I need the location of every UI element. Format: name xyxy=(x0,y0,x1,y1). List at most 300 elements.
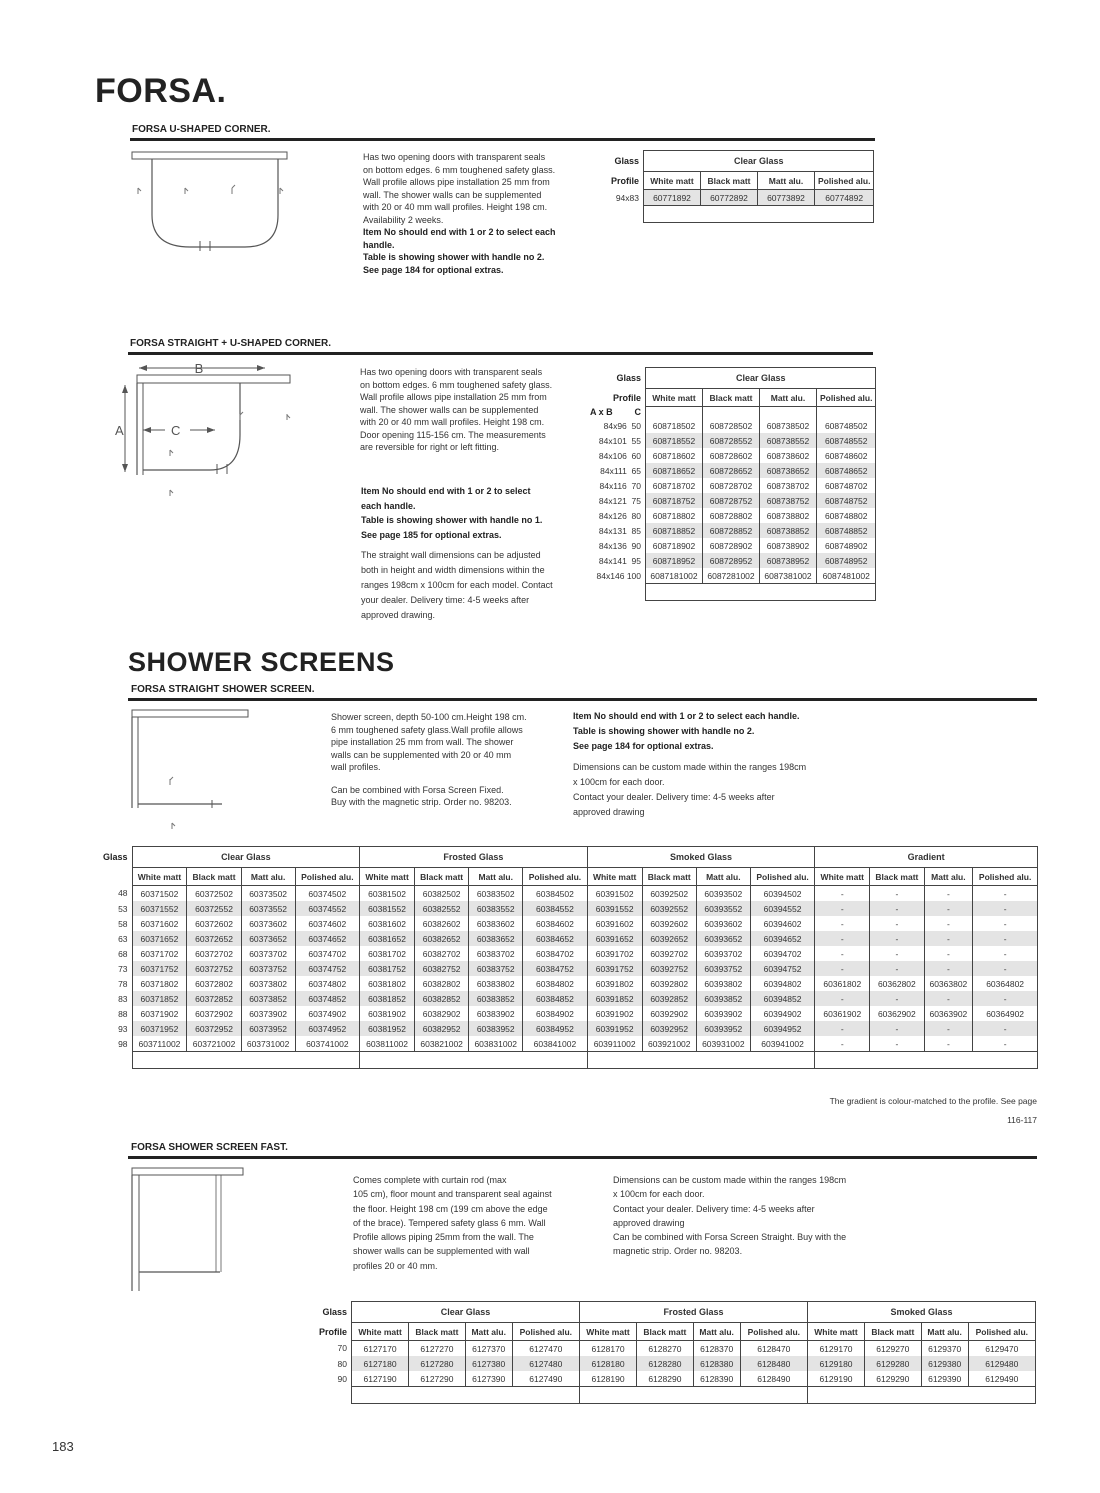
table-row: 84x111 65 608718652 608728652 608738652 608748652 xyxy=(588,463,876,478)
table-cell: 6128480 xyxy=(740,1356,807,1371)
table-cell: 60383502 xyxy=(469,886,523,902)
table-cell: 60371652 xyxy=(132,931,187,946)
table-cell: - xyxy=(973,946,1038,961)
column-header: Polished alu. xyxy=(523,868,588,886)
row-size: 73 xyxy=(118,963,128,974)
table-row: 94x83 60771892 60772892 60773892 60774892 xyxy=(606,190,874,206)
table-cell: 60391702 xyxy=(587,946,642,961)
table-cell: 60372752 xyxy=(187,961,241,976)
table-cell: 60393952 xyxy=(696,1021,750,1036)
table-cell: 60363902 xyxy=(924,1006,973,1021)
table-cell: 6129270 xyxy=(865,1341,922,1357)
straight-screen-diagram xyxy=(130,708,255,833)
table-cell: 60382652 xyxy=(414,931,468,946)
column-header: Black matt xyxy=(865,1323,922,1341)
table-cell: 6128180 xyxy=(579,1356,636,1371)
table-cell: 60394702 xyxy=(750,946,815,961)
table-cell: 60371852 xyxy=(132,991,187,1006)
table-row: 84x96 50 608718502 608728502 608738502 608748502 xyxy=(588,418,876,433)
table-cell: 60394802 xyxy=(750,976,815,991)
section-title-straight-u: FORSA STRAIGHT + U-SHAPED CORNER. xyxy=(130,338,332,349)
column-header: Polished alu. xyxy=(295,868,360,886)
table-cell: - xyxy=(870,886,924,902)
table-row xyxy=(310,1356,1036,1371)
section-rule xyxy=(128,698,1037,701)
table-cell: 60384952 xyxy=(523,1021,588,1036)
table-cell: 60384602 xyxy=(523,916,588,931)
column-header: Matt alu. xyxy=(924,868,973,886)
table-cell: 6127280 xyxy=(409,1356,466,1371)
table-cell: 60391802 xyxy=(587,976,642,991)
u-shaped-table: Glass Clear Glass Profile White matt Black matt Matt alu. Polished alu. 94x83 60771892 60772892 60773892 60774892 xyxy=(606,150,874,223)
table-cell: 60391602 xyxy=(587,916,642,931)
row-size: 90 xyxy=(337,1373,347,1384)
column-header: Matt alu. xyxy=(465,1323,512,1341)
table-cell: 60381852 xyxy=(360,991,415,1006)
table-cell: 60393902 xyxy=(696,1006,750,1021)
table-cell: - xyxy=(924,991,973,1006)
table-cell: 6127470 xyxy=(512,1341,579,1357)
table-cell: 60384702 xyxy=(523,946,588,961)
table-cell: 60384802 xyxy=(523,976,588,991)
table-cell: - xyxy=(870,931,924,946)
table-cell: 6128170 xyxy=(579,1341,636,1357)
table-cell: 60392802 xyxy=(642,976,696,991)
dimension-label-a: A xyxy=(115,423,124,438)
table-cell: 60392652 xyxy=(642,931,696,946)
table-cell: 60371902 xyxy=(132,1006,187,1021)
table-cell: 60393552 xyxy=(696,901,750,916)
column-header: White matt xyxy=(587,868,642,886)
group-header: Frosted Glass xyxy=(360,847,588,868)
table-row xyxy=(100,1036,1038,1052)
table-cell: 60372502 xyxy=(187,886,241,902)
table-row xyxy=(100,946,1038,961)
table-cell: 6127180 xyxy=(352,1356,409,1371)
table-cell: 6128280 xyxy=(637,1356,694,1371)
table-cell: - xyxy=(924,901,973,916)
table-cell: 60373802 xyxy=(241,976,295,991)
table-cell: 60394602 xyxy=(750,916,815,931)
table-cell: 60373502 xyxy=(241,886,295,902)
row-size: 58 xyxy=(118,918,128,929)
table-cell: 60362902 xyxy=(870,1006,924,1021)
table-row xyxy=(100,961,1038,976)
table-cell: 60391502 xyxy=(587,886,642,902)
table-row xyxy=(310,1371,1036,1387)
table-cell: 60394852 xyxy=(750,991,815,1006)
table-cell: 60374602 xyxy=(295,916,360,931)
table-cell: 60373852 xyxy=(241,991,295,1006)
table-cell: 60392552 xyxy=(642,901,696,916)
group-header: Clear Glass xyxy=(132,847,360,868)
table-cell: - xyxy=(870,1036,924,1052)
table-cell: 6127370 xyxy=(465,1341,512,1357)
table-cell: 60371952 xyxy=(132,1021,187,1036)
column-header: White matt xyxy=(132,868,187,886)
table-cell: 603931002 xyxy=(696,1036,750,1052)
table-cell: 6128370 xyxy=(693,1341,740,1357)
table-cell: 60371602 xyxy=(132,916,187,931)
table-cell: 60393702 xyxy=(696,946,750,961)
straight-screen-table: Glass Clear Glass Frosted Glass Smoked Glass Gradient White matt Black matt Matt alu. Polished alu. White matt Black matt Matt alu. Polished alu. White matt Black matt Matt alu. Polished alu. White matt Black matt Matt alu. Polished alu. 48 60371502 60372502 60373502 60374502 60381502 60382502 60383502 60384502 60391502 60392502 60393502 60394502 - - - - 53 60371552 60372552 60373552 60374552 60381552 60382552 60383552 60384552 60391552 60392552 60393552 60394552 - - - - 58 60371602 60372602 60373602 60374602 60381602 60382602 60383602 60384602 60391602 60392602 60393602 60394602 - - - - 63 60371652 60372652 60373652 60374652 60381652 60382652 60383652 60384652 60391652 60392652 60393652 60394652 - - - - 68 60371702 60372702 60373702 60374702 60381702 60382702 60383702 60384702 60391702 60392702 60393702 60394702 - - - - 73 60371752 60372752 60373752 60374752 60381752 60382752 60383752 60384752 60391752 60392752 60393752 60394752 - - - - 78 60371802 60372802 60373802 60374802 60381802 60382802 60383802 60384802 60391802 60392802 60393802 60394802 60361802 60362802 60363802 60364802 83 60371852 60372852 60373852 60374852 60381852 60382852 60383852 60384852 60391852 60392852 60393852 60394852 - - - - 88 60371902 60372902 60373902 60374902 60381902 60382902 60383902 60384902 60391902 60392902 60393902 60394902 60361902 60362902 60363902 60364902 93 60371952 60372952 60373952 60374952 60381952 60382952 60383952 60384952 60391952 60392952 60393952 60394952 - - - - 98 603711002 603721002 603731002 603741002 603811002 603821002 603831002 603841002 603911002 603921002 603931002 603941002 - - - - xyxy=(100,846,1038,1069)
table-cell: 6129380 xyxy=(921,1356,968,1371)
row-size: 53 xyxy=(118,903,128,914)
column-header: Black matt xyxy=(187,868,241,886)
table-cell: - xyxy=(924,961,973,976)
table-cell: - xyxy=(815,1036,870,1052)
column-header: Polished alu. xyxy=(968,1323,1035,1341)
straight-u-description: Has two opening doors with transparent seals on bottom edges. 6 mm toughened safety glass. Wall profile allows pipe installation 25 mm from wall. The shower walls can be supplemented with 20 or 40 mm wall profiles. Height 198 cm. Door opening 115-156 cm. The measurements are reversible for right or left fitting. xyxy=(360,367,553,452)
table-cell: - xyxy=(973,1036,1038,1052)
table-cell: 60392602 xyxy=(642,916,696,931)
table-cell: 60382952 xyxy=(414,1021,468,1036)
table-cell: 6127290 xyxy=(409,1371,466,1387)
table-cell: 60372852 xyxy=(187,991,241,1006)
table-cell: - xyxy=(870,1021,924,1036)
table-cell: 60382752 xyxy=(414,961,468,976)
table-cell: 60383902 xyxy=(469,1006,523,1021)
table-cell: 60361902 xyxy=(815,1006,870,1021)
table-cell: 603711002 xyxy=(132,1036,187,1052)
column-header: Matt alu. xyxy=(696,868,750,886)
table-cell: - xyxy=(815,946,870,961)
section-rule xyxy=(128,352,873,355)
section-heading-shower-screens: SHOWER SCREENS xyxy=(128,647,395,677)
table-cell: 60372952 xyxy=(187,1021,241,1036)
column-header: Matt alu. xyxy=(921,1323,968,1341)
table-row xyxy=(100,976,1038,991)
table-cell: - xyxy=(870,916,924,931)
table-cell: 60374852 xyxy=(295,991,360,1006)
table-cell: 60381702 xyxy=(360,946,415,961)
table-cell: 60374702 xyxy=(295,946,360,961)
section-title-u-shaped: FORSA U-SHAPED CORNER. xyxy=(132,124,271,135)
table-cell: 60394652 xyxy=(750,931,815,946)
table-cell: - xyxy=(815,991,870,1006)
straight-screen-notes: Item No should end with 1 or 2 to select each handle. Table is showing shower with handle no 2. See page 184 for optional extras. Dimensions can be custom made within the ranges 198cm x 100cm for each door. Contact your dealer. Delivery time: 4-5 weeks after approved drawing xyxy=(573,711,807,817)
table-cell: 60393852 xyxy=(696,991,750,1006)
table-cell: 60391852 xyxy=(587,991,642,1006)
table-cell: 60371752 xyxy=(132,961,187,976)
table-cell: 60392702 xyxy=(642,946,696,961)
row-size: 98 xyxy=(118,1038,128,1049)
table-cell: 60374802 xyxy=(295,976,360,991)
u-shaped-description: Has two opening doors with transparent seals on bottom edges. 6 mm toughened safety glass. Wall profile allows pipe installation 25 mm from wall. The shower walls can be supplemented with 20 or 40 mm wall profiles. Height 198 cm. Availability 2 weeks. Item No should end with 1 or 2 to select each handle. Table is showing shower with handle no 2. See page 184 for optional extras. xyxy=(363,152,556,275)
column-header: Black matt xyxy=(870,868,924,886)
table-cell: 60374952 xyxy=(295,1021,360,1036)
table-cell: 60372652 xyxy=(187,931,241,946)
table-row xyxy=(100,916,1038,931)
screen-fast-table: Glass Clear Glass Frosted Glass Smoked Glass Profile White matt Black matt Matt alu. Polished alu. White matt Black matt Matt alu. Polished alu. White matt Black matt Matt alu. Polished alu. 70 6127170 6127270 6127370 6127470 6128170 6128270 6128370 6128470 6129170 6129270 6129370 6129470 80 6127180 6127280 6127380 6127480 6128180 6128280 6128380 6128480 6129180 6129280 6129380 6129480 90 6127190 6127290 6127390 6127490 6128190 6128290 6128390 6128490 6129190 6129290 6129390 6129490 xyxy=(310,1301,1036,1404)
table-cell: 6127170 xyxy=(352,1341,409,1357)
table-row xyxy=(310,1341,1036,1357)
table-cell: 60381752 xyxy=(360,961,415,976)
table-cell: 60393802 xyxy=(696,976,750,991)
u-shaped-diagram xyxy=(130,150,300,255)
table-cell: 60384752 xyxy=(523,961,588,976)
table-cell: 60393502 xyxy=(696,886,750,902)
table-cell: 60383702 xyxy=(469,946,523,961)
table-cell: 60373702 xyxy=(241,946,295,961)
section-rule xyxy=(130,138,875,141)
gradient-note: The gradient is colour-matched to the profile. See page 116-117 xyxy=(829,1096,1037,1125)
table-cell: 60383752 xyxy=(469,961,523,976)
table-cell: 6127380 xyxy=(465,1356,512,1371)
row-size: 68 xyxy=(118,948,128,959)
table-cell: 60382502 xyxy=(414,886,468,902)
column-header: Black matt xyxy=(409,1323,466,1341)
table-cell: 60382902 xyxy=(414,1006,468,1021)
table-row: 84x101 55 608718552 608728552 608738552 608748552 xyxy=(588,433,876,448)
table-cell: 60393752 xyxy=(696,961,750,976)
table-cell: 6129190 xyxy=(807,1371,864,1387)
table-cell: 60394552 xyxy=(750,901,815,916)
column-header: Matt alu. xyxy=(469,868,523,886)
table-cell: 60383852 xyxy=(469,991,523,1006)
straight-u-table: Glass Clear Glass Profile White matt Black matt Matt alu. Polished alu. A x B C 84x96 50 608718502 608728502 608738502 608748502 84x101 55 608718552 608728552 608738552 608748552 84x106 60 608718602 608728602 608738602 608748602 84x111 65 608718652 608728652 608738652 608748652 84x116 70 608718702 608728702 608738702 608748702 84x121 75 608718752 608728752 608738752 608748752 84x126 80 608718802 608728802 608738802 608748802 84x131 85 608718852 608728852 608738852 608748852 84x136 90 608718902 608728902 608738902 608748902 84x141 95 608718952 608728952 608738952 608748952 84x146 100 6087181002 6087281002 6087381002 6087481002 xyxy=(588,367,876,601)
table-cell: 60373902 xyxy=(241,1006,295,1021)
table-cell: 60392952 xyxy=(642,1021,696,1036)
dimension-label-b: B xyxy=(194,361,204,376)
table-cell: 603941002 xyxy=(750,1036,815,1052)
table-cell: 60373602 xyxy=(241,916,295,931)
table-cell: 603831002 xyxy=(469,1036,523,1052)
group-header: Clear Glass xyxy=(646,368,876,389)
table-cell: 60373652 xyxy=(241,931,295,946)
table-cell: - xyxy=(973,901,1038,916)
table-cell: 60374502 xyxy=(295,886,360,902)
table-cell: 60383602 xyxy=(469,916,523,931)
column-header: Polished alu. xyxy=(512,1323,579,1341)
table-cell: - xyxy=(870,946,924,961)
section-title-straight-screen: FORSA STRAIGHT SHOWER SCREEN. xyxy=(131,684,315,695)
table-cell: 6129390 xyxy=(921,1371,968,1387)
group-header: Clear Glass xyxy=(352,1302,580,1323)
table-cell: 60372902 xyxy=(187,1006,241,1021)
column-header: White matt xyxy=(360,868,415,886)
table-cell: 60391952 xyxy=(587,1021,642,1036)
table-cell: 6128490 xyxy=(740,1371,807,1387)
table-cell: 60392852 xyxy=(642,991,696,1006)
table-cell: 60374902 xyxy=(295,1006,360,1021)
table-cell: 6129280 xyxy=(865,1356,922,1371)
table-cell: - xyxy=(815,886,870,902)
table-cell: 60392752 xyxy=(642,961,696,976)
straight-u-description-2: The straight wall dimensions can be adjusted both in height and width dimensions within the ranges 198cm x 100cm for each model. Contact your dealer. Delivery time: 4-5 weeks after approved drawing. xyxy=(361,550,553,620)
column-header: White matt xyxy=(807,1323,864,1341)
table-cell: 60394902 xyxy=(750,1006,815,1021)
screen-fast-diagram xyxy=(130,1166,250,1296)
table-cell: 60372802 xyxy=(187,976,241,991)
column-header: Black matt xyxy=(642,868,696,886)
table-cell: 60394752 xyxy=(750,961,815,976)
column-header: Polished alu. xyxy=(750,868,815,886)
table-row xyxy=(100,931,1038,946)
table-cell: 6129490 xyxy=(968,1371,1035,1387)
table-cell: 60383952 xyxy=(469,1021,523,1036)
column-header: Polished alu. xyxy=(973,868,1038,886)
table-cell: 60393652 xyxy=(696,931,750,946)
table-cell: - xyxy=(924,931,973,946)
table-cell: 603841002 xyxy=(523,1036,588,1052)
table-cell: 60383802 xyxy=(469,976,523,991)
group-header: Gradient xyxy=(815,847,1038,868)
table-cell: 6129180 xyxy=(807,1356,864,1371)
column-header: White matt xyxy=(815,868,870,886)
table-cell: 60364802 xyxy=(973,976,1038,991)
row-size: 83 xyxy=(118,993,128,1004)
table-cell: 60382602 xyxy=(414,916,468,931)
table-cell: - xyxy=(973,931,1038,946)
straight-u-bold-note: Item No should end with 1 or 2 to select each handle. Table is showing shower with handle no 1. See page 185 for optional extras. xyxy=(361,486,543,540)
table-cell: - xyxy=(973,961,1038,976)
table-cell: 603921002 xyxy=(642,1036,696,1052)
column-header: White matt xyxy=(352,1323,409,1341)
table-cell: 6129480 xyxy=(968,1356,1035,1371)
table-cell: 60381952 xyxy=(360,1021,415,1036)
table-cell: 6129370 xyxy=(921,1341,968,1357)
table-cell: - xyxy=(924,1021,973,1036)
table-cell: 60363802 xyxy=(924,976,973,991)
table-cell: 60391652 xyxy=(587,931,642,946)
column-header: Polished alu. xyxy=(740,1323,807,1341)
dimension-label-c: C xyxy=(171,423,181,438)
table-cell: 6129470 xyxy=(968,1341,1035,1357)
table-cell: 60361802 xyxy=(815,976,870,991)
table-cell: 60362802 xyxy=(870,976,924,991)
table-cell: 60382852 xyxy=(414,991,468,1006)
table-cell: 60364902 xyxy=(973,1006,1038,1021)
table-cell: 60392502 xyxy=(642,886,696,902)
table-cell: 6128270 xyxy=(637,1341,694,1357)
group-header: Clear Glass xyxy=(644,151,874,172)
section-title-screen-fast: FORSA SHOWER SCREEN FAST. xyxy=(131,1142,288,1153)
group-header: Frosted Glass xyxy=(579,1302,807,1323)
page-title: FORSA. xyxy=(95,72,227,110)
table-row: 84x126 80 608718802 608728802 608738802 608748802 xyxy=(588,508,876,523)
table-cell: - xyxy=(815,916,870,931)
table-cell: 603811002 xyxy=(360,1036,415,1052)
row-size: 88 xyxy=(118,1008,128,1019)
table-cell: 60371502 xyxy=(132,886,187,902)
table-cell: 6127190 xyxy=(352,1371,409,1387)
table-row: 84x136 90 608718902 608728902 608738902 608748902 xyxy=(588,538,876,553)
table-cell: 60384552 xyxy=(523,901,588,916)
table-cell: - xyxy=(973,991,1038,1006)
table-cell: 60384502 xyxy=(523,886,588,902)
straight-screen-description: Shower screen, depth 50-100 cm.Height 198 cm. 6 mm toughened safety glass.Wall profile allows pipe installation 25 mm from wall. The shower walls can be supplemented with 20 or 40 mm wall profiles. Can be combined with Forsa Screen Fixed. Buy with the magnetic strip. Order no. 98203. xyxy=(331,712,527,807)
table-cell: 60394502 xyxy=(750,886,815,902)
column-header: Black matt xyxy=(414,868,468,886)
table-cell: - xyxy=(924,886,973,902)
column-header: Matt alu. xyxy=(241,868,295,886)
table-cell: 60372602 xyxy=(187,916,241,931)
row-size: 80 xyxy=(337,1358,347,1369)
table-cell: 60392902 xyxy=(642,1006,696,1021)
table-cell: 60381902 xyxy=(360,1006,415,1021)
table-cell: 60381502 xyxy=(360,886,415,902)
table-row: 84x121 75 608718752 608728752 608738752 608748752 xyxy=(588,493,876,508)
row-size: 70 xyxy=(337,1343,347,1354)
table-row: 84x116 70 608718702 608728702 608738702 608748702 xyxy=(588,478,876,493)
table-cell: - xyxy=(815,931,870,946)
table-cell: 60383652 xyxy=(469,931,523,946)
table-cell: 60383552 xyxy=(469,901,523,916)
table-cell: 60371552 xyxy=(132,901,187,916)
table-cell: 6128380 xyxy=(693,1356,740,1371)
table-cell: 603911002 xyxy=(587,1036,642,1052)
screen-fast-description: Comes complete with curtain rod (max 105 cm), floor mount and transparent seal against the floor. Height 198 cm (199 cm above the edge of the brace). Tempered safety glass 6 mm. Wall Profile allows piping 25mm from the wall. The shower walls can be supplemented with wall profiles 20 or 40 mm. xyxy=(353,1175,552,1271)
table-cell: 6127270 xyxy=(409,1341,466,1357)
table-cell: - xyxy=(924,946,973,961)
table-row xyxy=(100,1021,1038,1036)
column-header: Matt alu. xyxy=(693,1323,740,1341)
table-cell: 60372702 xyxy=(187,946,241,961)
table-row xyxy=(100,991,1038,1006)
table-cell: 60391902 xyxy=(587,1006,642,1021)
table-cell: 60374652 xyxy=(295,931,360,946)
table-cell: 6129290 xyxy=(865,1371,922,1387)
table-cell: 6128190 xyxy=(579,1371,636,1387)
table-cell: 603741002 xyxy=(295,1036,360,1052)
table-cell: - xyxy=(815,901,870,916)
table-cell: 60373952 xyxy=(241,1021,295,1036)
screen-fast-notes: Dimensions can be custom made within the ranges 198cm x 100cm for each door. Contact your dealer. Delivery time: 4-5 weeks after approved drawing Can be combined with Forsa Screen Straight. Buy with the magnetic strip. Order no. 98203. xyxy=(613,1175,847,1257)
table-cell: 60381652 xyxy=(360,931,415,946)
table-cell: 60384902 xyxy=(523,1006,588,1021)
straight-u-diagram xyxy=(115,360,300,505)
group-header: Smoked Glass xyxy=(587,847,815,868)
table-row xyxy=(100,901,1038,916)
table-cell: 60382802 xyxy=(414,976,468,991)
table-cell: - xyxy=(870,991,924,1006)
table-cell: 60384652 xyxy=(523,931,588,946)
table-cell: 6127480 xyxy=(512,1356,579,1371)
table-cell: 603821002 xyxy=(414,1036,468,1052)
table-cell: - xyxy=(815,1021,870,1036)
table-cell: - xyxy=(924,1036,973,1052)
table-cell: 60372552 xyxy=(187,901,241,916)
table-cell: 6127390 xyxy=(465,1371,512,1387)
table-cell: 60371802 xyxy=(132,976,187,991)
table-row: 84x131 85 608718852 608728852 608738852 608748852 xyxy=(588,523,876,538)
table-cell: - xyxy=(973,886,1038,902)
table-cell: - xyxy=(973,1021,1038,1036)
table-cell: 60394952 xyxy=(750,1021,815,1036)
table-cell: 603731002 xyxy=(241,1036,295,1052)
table-row xyxy=(100,886,1038,902)
table-cell: 603721002 xyxy=(187,1036,241,1052)
table-row: 84x146 100 6087181002 6087281002 6087381002 6087481002 xyxy=(588,568,876,584)
group-header: Smoked Glass xyxy=(807,1302,1035,1323)
table-cell: 60384852 xyxy=(523,991,588,1006)
table-cell: 60391752 xyxy=(587,961,642,976)
row-size: 78 xyxy=(118,978,128,989)
row-size: 63 xyxy=(118,933,128,944)
page-number: 183 xyxy=(52,1439,74,1454)
table-cell: - xyxy=(973,916,1038,931)
table-cell: 60391552 xyxy=(587,901,642,916)
row-size: 48 xyxy=(118,888,128,899)
column-header: Black matt xyxy=(637,1323,694,1341)
table-cell: 60381552 xyxy=(360,901,415,916)
table-cell: 60381602 xyxy=(360,916,415,931)
table-cell: 60393602 xyxy=(696,916,750,931)
table-cell: 60371702 xyxy=(132,946,187,961)
table-cell: 60382552 xyxy=(414,901,468,916)
table-cell: 6129170 xyxy=(807,1341,864,1357)
